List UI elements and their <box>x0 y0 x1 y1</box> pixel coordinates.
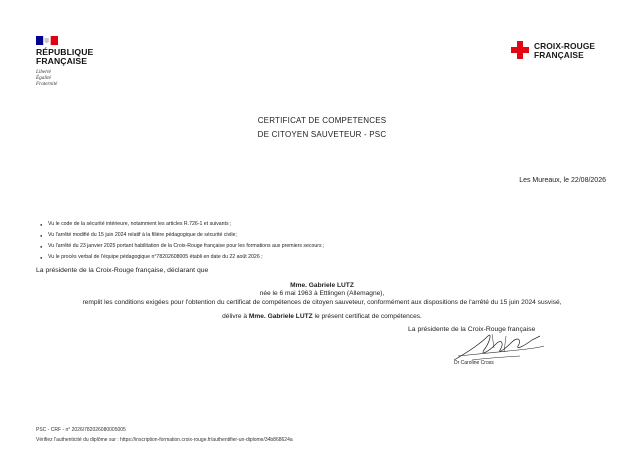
rf-name-line: FRANÇAISE <box>36 56 88 66</box>
delivery-holder-name: Mme. Gabriele LUTZ <box>248 313 313 320</box>
declaration-intro: La présidente de la Croix-Rouge française, déclarant que <box>36 267 209 274</box>
crf-name-line: FRANÇAISE <box>534 50 584 60</box>
red-cross-icon <box>511 41 529 59</box>
holder-name: Mme. Gabriele LUTZ <box>290 282 354 289</box>
delivery-statement <box>0 313 644 320</box>
delivery-prefix: délivre à <box>222 313 249 320</box>
signer-name: Dr Caroline Cross <box>454 360 494 366</box>
signatory-title: La présidente de la Croix-Rouge française <box>408 326 536 333</box>
republique-francaise-logo <box>36 36 126 87</box>
list-item: ● Vu l'arrêté modifié du 15 juin 2024 relatif à la filière pédagogique de sécurité civile; <box>40 230 324 241</box>
croix-rouge-name <box>534 42 595 60</box>
list-item: ● Vu le procès verbal de l'équipe pédagogique n°78202608005 établi en date du 22 août 2026 ; <box>40 252 324 263</box>
certificate-title-line2: DE CITOYEN SAUVETEUR - PSC <box>257 130 387 139</box>
authenticity-verification: Vérifiez l'authenticité du diplôme sur : https://inscription-formation.croix-rouge.fr/authentifier-un-diplome/34b868624a <box>36 437 293 443</box>
rf-name-line: RÉPUBLIQUE <box>36 47 94 57</box>
marianne-flag-icon <box>36 36 58 45</box>
legal-considerations-list <box>40 219 324 263</box>
motto-line: Fraternité <box>36 81 58 87</box>
croix-rouge-logo <box>511 41 611 65</box>
crf-name-line: CROIX-ROUGE <box>534 41 596 51</box>
certificate-reference: PSC - CRF - n° 2026/782026080005005 <box>36 427 126 433</box>
handwritten-signature <box>448 330 548 364</box>
holder-birth-info: née le 6 mai 1963 à Ettlingen (Allemagne), <box>259 290 385 297</box>
republique-francaise-name <box>36 48 126 66</box>
list-item: ● Vu le code de la sécurité intérieure, notamment les articles R.726-1 et suivants ; <box>40 219 324 230</box>
delivery-suffix: le présent certificat de compétences. <box>312 313 422 320</box>
place-and-date: Les Mureaux, le 22/08/2026 <box>519 177 606 184</box>
list-item: ● Vu l'arrêté du 23 janvier 2025 portant habilitation de la Croix-Rouge française pour les formations aux premiers secours ; <box>40 241 324 252</box>
motto-line: Égalité <box>36 75 51 81</box>
motto-line: Liberté <box>36 69 51 75</box>
conditions-statement: remplit les conditions exigées pour l'obtention du certificat de compétences de citoyen sauveteur, conformément aux dispositions de l'arrêté du 15 juin 2024 susvisé, <box>82 299 562 306</box>
certificate-title-line1: CERTIFICAT DE COMPETENCES <box>257 116 387 125</box>
republique-motto <box>36 69 126 87</box>
